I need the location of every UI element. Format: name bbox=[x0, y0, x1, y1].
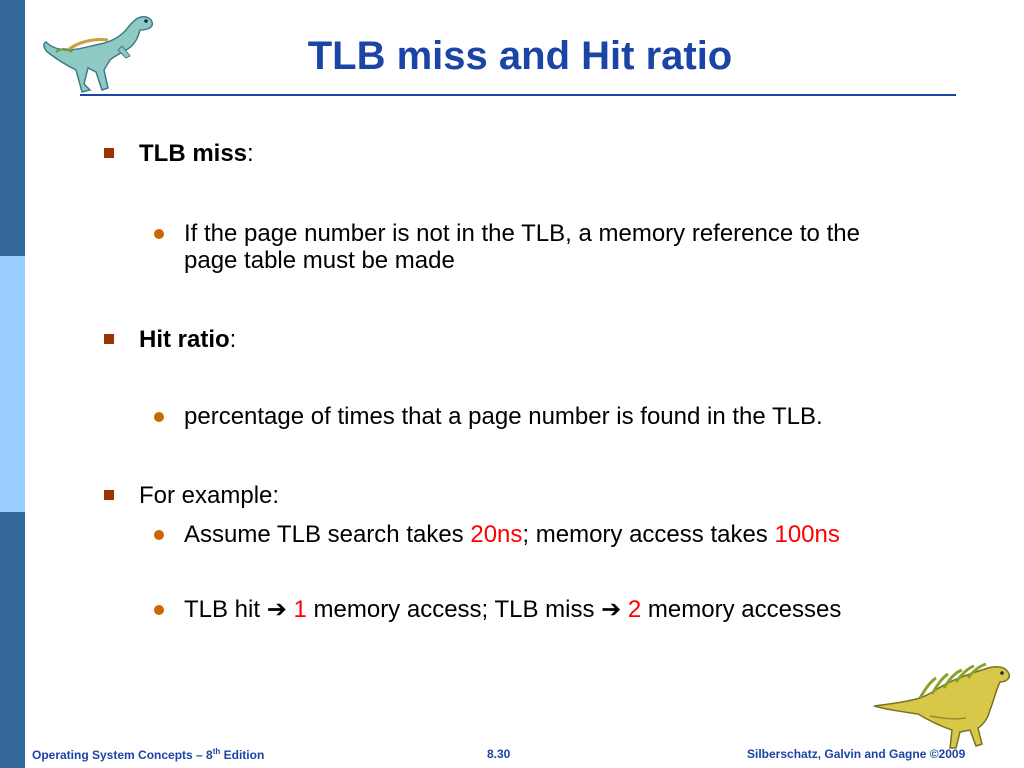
arrow-icon: ➔ bbox=[601, 596, 622, 623]
hit-ratio-term: Hit ratio bbox=[139, 326, 230, 353]
memory-access-time: 100ns bbox=[774, 521, 840, 548]
round-bullet bbox=[154, 605, 164, 615]
square-bullet bbox=[104, 334, 114, 344]
example-line-accesses bbox=[184, 596, 841, 623]
footer-book-title-post: Edition bbox=[220, 748, 265, 762]
footer-page-number: 8.30 bbox=[487, 747, 511, 761]
footer-authors: Silberschatz, Galvin and Gagne ©2009 bbox=[747, 747, 966, 761]
hit-ratio-colon: : bbox=[229, 326, 237, 353]
dinosaur-icon bbox=[870, 660, 1020, 755]
timing-text-pre: Assume TLB search takes bbox=[184, 521, 471, 548]
access-text-pre: TLB hit bbox=[184, 596, 267, 623]
left-bar-dark-bottom bbox=[0, 512, 25, 768]
round-bullet bbox=[154, 530, 164, 540]
tlb-miss-term: TLB miss bbox=[139, 140, 248, 167]
arrow-icon: ➔ bbox=[266, 596, 287, 623]
footer-book-title-pre: Operating System Concepts – 8 bbox=[32, 748, 213, 762]
round-bullet bbox=[154, 229, 164, 239]
left-color-bar bbox=[0, 0, 25, 768]
tlb-miss-heading bbox=[139, 140, 254, 167]
access-text-post: memory accesses bbox=[641, 596, 842, 623]
tlb-miss-detail-line1: If the page number is not in the TLB, a memory reference to the bbox=[184, 220, 860, 247]
tlb-search-time: 20ns bbox=[470, 521, 523, 548]
timing-text-mid: ; memory access takes bbox=[522, 521, 775, 548]
square-bullet bbox=[104, 148, 114, 158]
hit-ratio-heading bbox=[139, 326, 236, 353]
hit-ratio-detail: percentage of times that a page number is found in the TLB. bbox=[184, 403, 823, 430]
square-bullet bbox=[104, 490, 114, 500]
access-text-mid: memory access; TLB miss bbox=[306, 596, 602, 623]
example-heading: For example: bbox=[139, 482, 280, 509]
title-divider bbox=[80, 94, 956, 96]
round-bullet bbox=[154, 412, 164, 422]
tlb-miss-count: 2 bbox=[627, 596, 642, 623]
footer-book-title bbox=[32, 747, 264, 762]
footer-edition-ordinal: th bbox=[212, 747, 221, 756]
left-bar-dark-top bbox=[0, 0, 25, 256]
tlb-miss-detail-line2: page table must be made bbox=[184, 247, 455, 274]
left-bar-light bbox=[0, 256, 25, 512]
tlb-hit-count: 1 bbox=[293, 596, 307, 623]
slide-title: TLB miss and Hit ratio bbox=[307, 34, 733, 78]
example-line-timing bbox=[184, 521, 840, 548]
tlb-miss-colon: : bbox=[247, 140, 254, 167]
dinosaur-icon bbox=[38, 8, 156, 94]
